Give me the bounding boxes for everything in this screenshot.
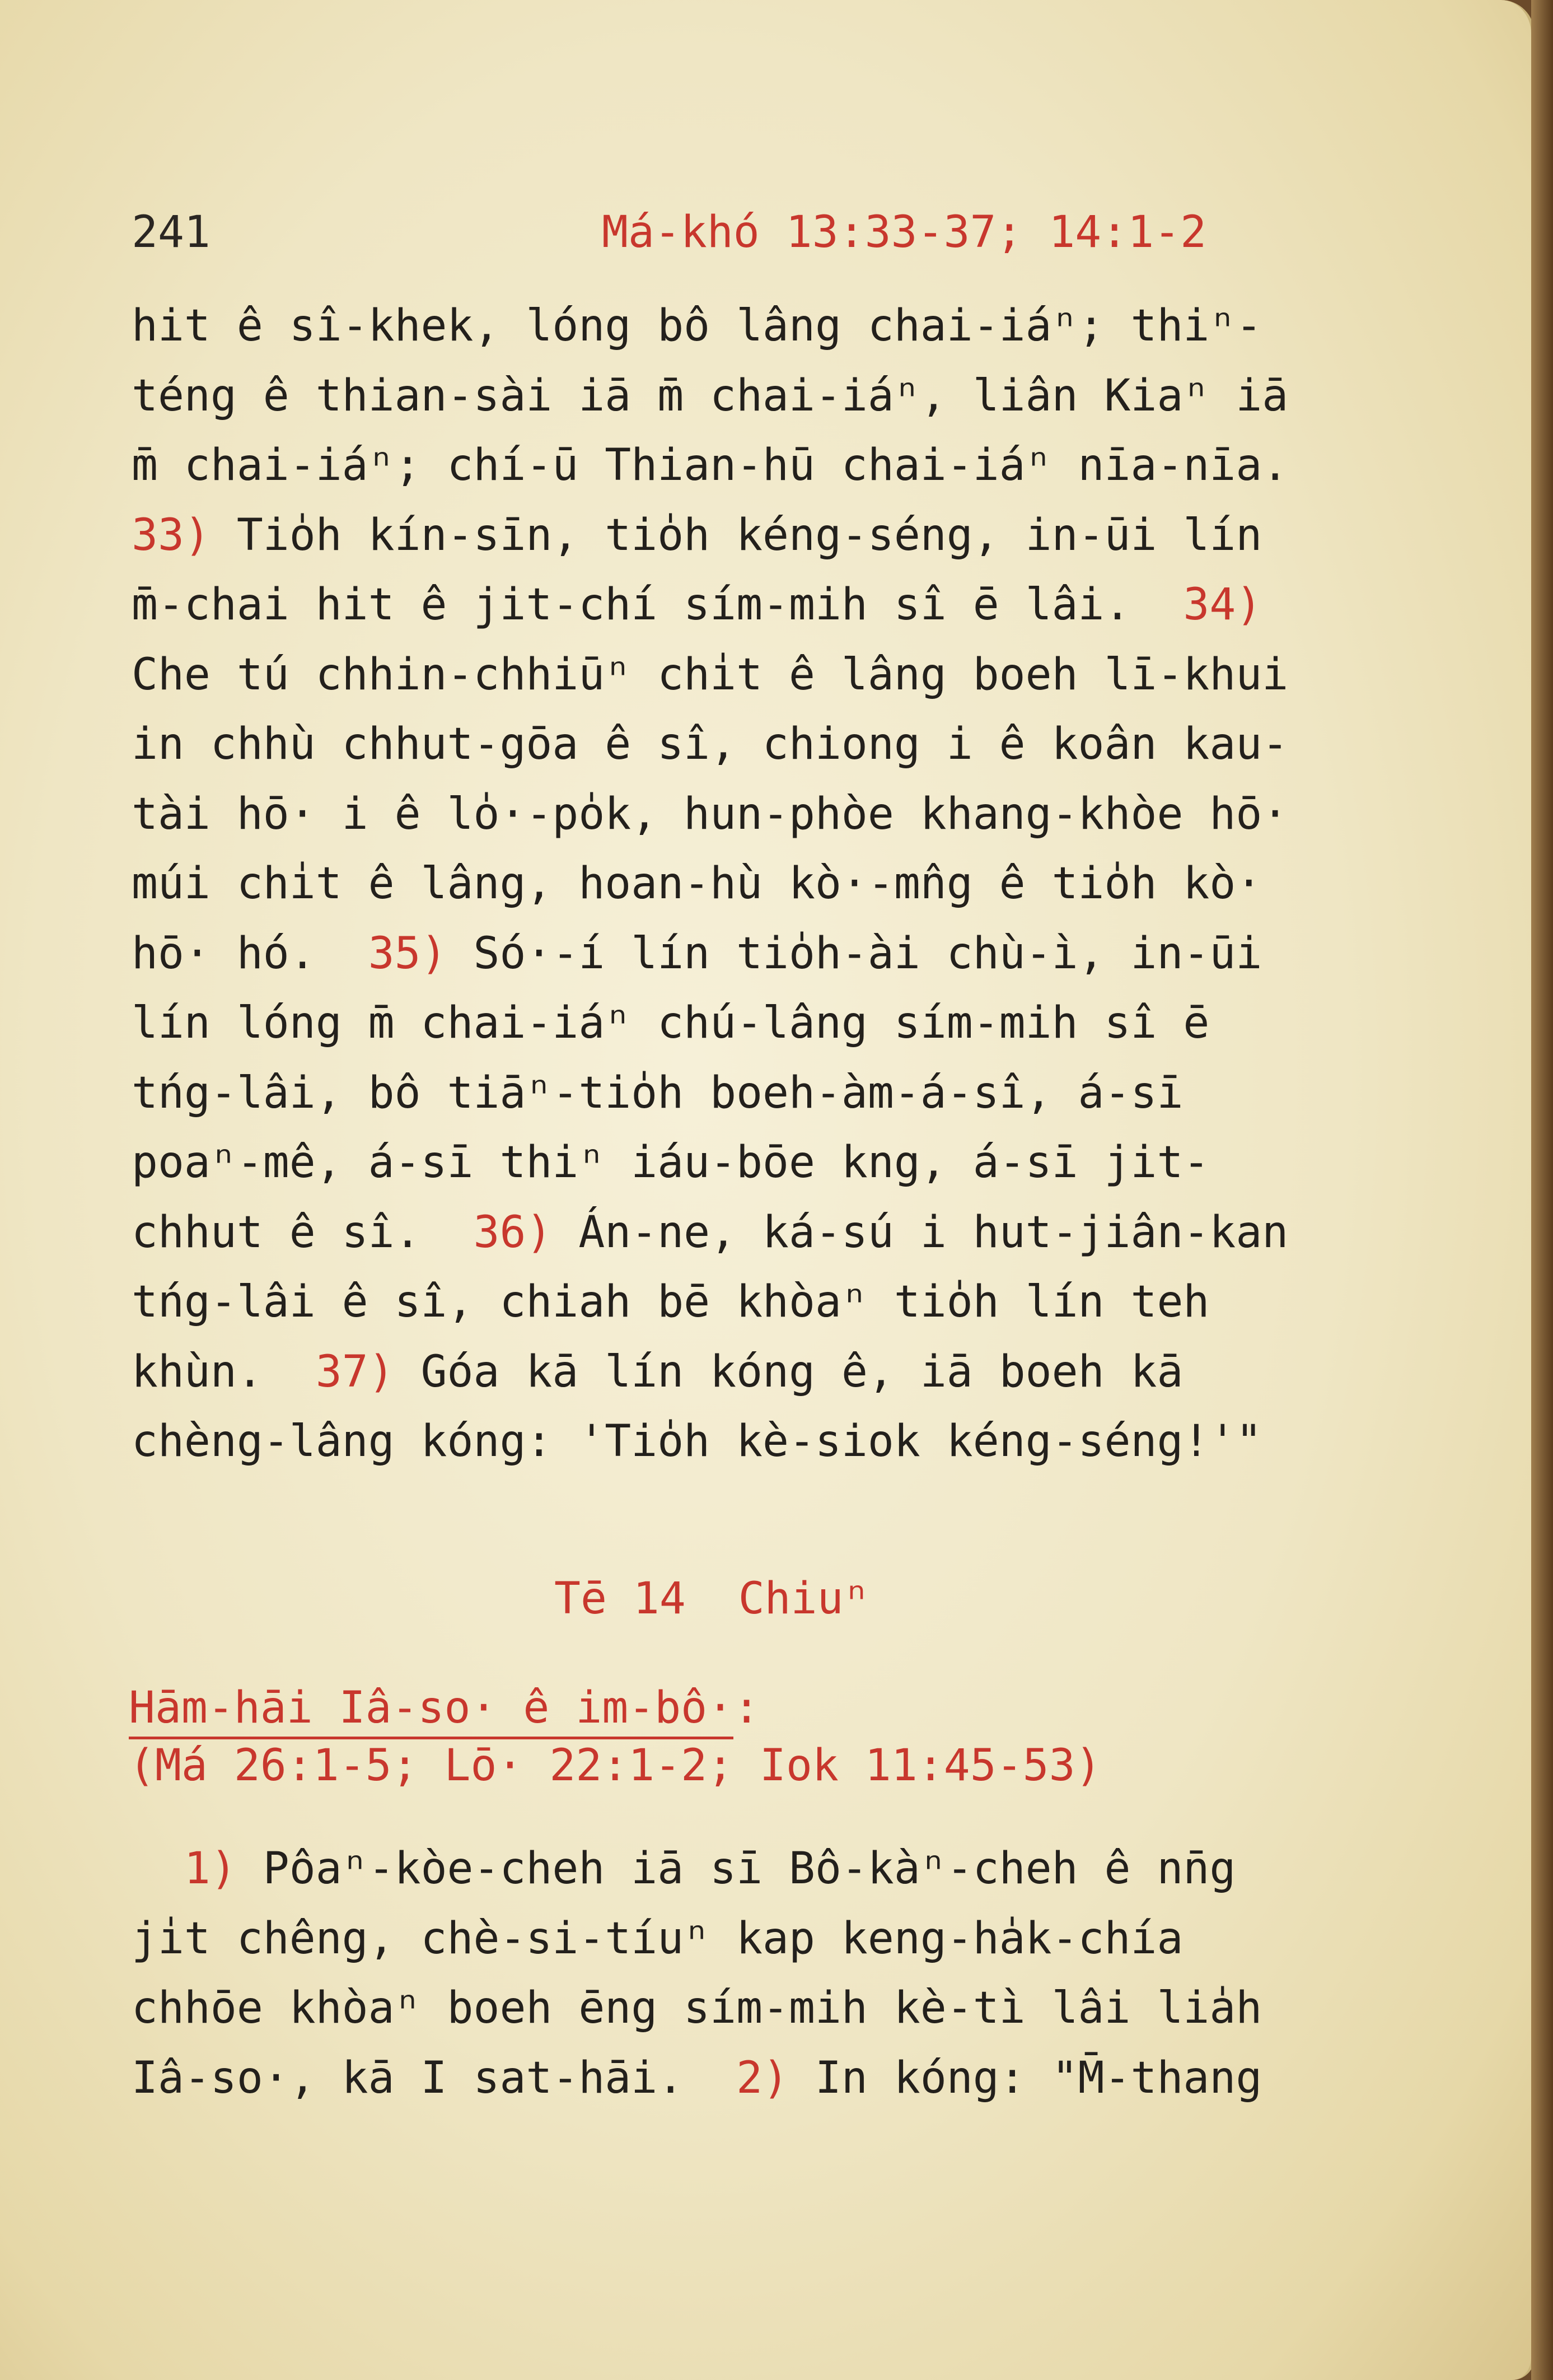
line-text: m̄ chai-iáⁿ; chí-ū Thian-hū chai-iáⁿ nīa-nīa. <box>132 440 1289 491</box>
section-reference: (Má 26:1-5; Lō· 22:1-2; Iok 11:45-53) <box>129 1740 1102 1791</box>
line-text: m̄-chai hit ê jit-chí sím-mih sî ē lâi. <box>132 580 1184 630</box>
text-line <box>132 1058 1419 1128</box>
verse-number: 1) <box>184 1844 237 1894</box>
text-line <box>132 710 1419 780</box>
line-text: téng ê thian-sài iā m̄ chai-iáⁿ, liân Kiaⁿ iā <box>132 370 1289 421</box>
text-line <box>132 2043 1419 2113</box>
text-line <box>132 919 1419 989</box>
text-line <box>132 1337 1419 1407</box>
text-line <box>132 780 1419 850</box>
text-line <box>132 988 1419 1058</box>
text-line <box>132 291 1419 361</box>
line-text: chhut ê sî. <box>132 1207 474 1258</box>
chapter-title: Tē 14 Chiuⁿ <box>554 1574 870 1624</box>
line-text: chhōe khòaⁿ boeh ēng sím-mih kè-tì lâi lia̍h <box>132 1983 1262 2033</box>
text-line <box>132 1407 1419 1477</box>
line-text: Só·-í lín tio̍h-ài chù-ì, in-ūi <box>447 928 1262 979</box>
verse-number: 34) <box>1183 580 1262 630</box>
verse-number: 37) <box>315 1346 395 1397</box>
line-text: In kóng: "M̄-thang <box>789 2052 1262 2103</box>
line-text: tài hō· i ê lo̍·-po̍k, hun-phòe khang-khòe hō· <box>132 788 1289 839</box>
line-text: Tio̍h kín-sīn, tio̍h kéng-séng, in-ūi lín <box>210 510 1262 561</box>
text-line <box>132 431 1419 501</box>
line-text: Pôaⁿ-kòe-cheh iā sī Bô-kàⁿ-cheh ê nn̄g <box>236 1844 1236 1894</box>
line-text: tńg-lâi, bô tiāⁿ-tio̍h boeh-àm-á-sî, á-sī <box>132 1067 1184 1118</box>
section-title-colon: : <box>733 1683 760 1733</box>
text-line <box>132 361 1419 431</box>
line-text <box>132 1844 184 1894</box>
verse-number: 2) <box>736 2052 789 2103</box>
book-cover-edge <box>1531 0 1553 2380</box>
line-text: Án-ne, ká-sú i hut-jiân-kan <box>552 1207 1289 1258</box>
line-text: tńg-lâi ê sî, chiah bē khòaⁿ tio̍h lín teh <box>132 1277 1210 1327</box>
page-number: 241 <box>132 207 211 258</box>
text-line <box>132 1128 1419 1198</box>
line-text: poaⁿ-mê, á-sī thiⁿ iáu-bōe kng, á-sī jit- <box>132 1137 1210 1188</box>
text-line <box>132 1834 1419 1904</box>
verse-number: 36) <box>473 1207 553 1258</box>
section-title-text: Hām-hāi Iâ-so· ê im-bô· <box>129 1683 733 1739</box>
body-text-2 <box>132 1834 1419 2113</box>
line-text: hit ê sî-khek, lóng bô lâng chai-iáⁿ; thiⁿ- <box>132 301 1262 351</box>
line-text: Iâ-so·, kā I sat-hāi. <box>132 2052 737 2103</box>
verse-number: 35) <box>368 928 447 979</box>
page-header <box>132 207 1419 269</box>
verse-number: 33) <box>132 510 211 561</box>
line-text: múi chi̍t ê lâng, hoan-hù kò·-mn̂g ê tio̍h kò· <box>132 858 1262 909</box>
line-text: in chhù chhut-gōa ê sî, chiong i ê koân kau- <box>132 719 1289 769</box>
line-text: ji̍t chêng, chè-si-tíuⁿ kap keng-ha̍k-chía <box>132 1913 1184 1964</box>
line-text: Góa kā lín kóng ê, iā boeh kā <box>394 1346 1184 1397</box>
text-line <box>132 1198 1419 1268</box>
running-head: Má-khó 13:33-37; 14:1-2 <box>602 207 1207 258</box>
body-text <box>132 291 1419 1477</box>
section-title <box>129 1683 760 1733</box>
text-line <box>132 640 1419 710</box>
text-line <box>132 501 1419 571</box>
line-text: chèng-lâng kóng: 'Tio̍h kè-siok kéng-séng!'" <box>132 1416 1262 1467</box>
line-text: lín lóng m̄ chai-iáⁿ chú-lâng sím-mih sî ē <box>132 998 1210 1048</box>
line-text: khùn. <box>132 1346 316 1397</box>
text-line <box>132 570 1419 640</box>
text-line <box>132 849 1419 919</box>
line-text: Che tú chhin-chhiūⁿ chi̍t ê lâng boeh lī-khui <box>132 649 1289 700</box>
line-text: hō· hó. <box>132 928 368 979</box>
text-line <box>132 1904 1419 1974</box>
text-line <box>132 1267 1419 1337</box>
text-line <box>132 1973 1419 2043</box>
